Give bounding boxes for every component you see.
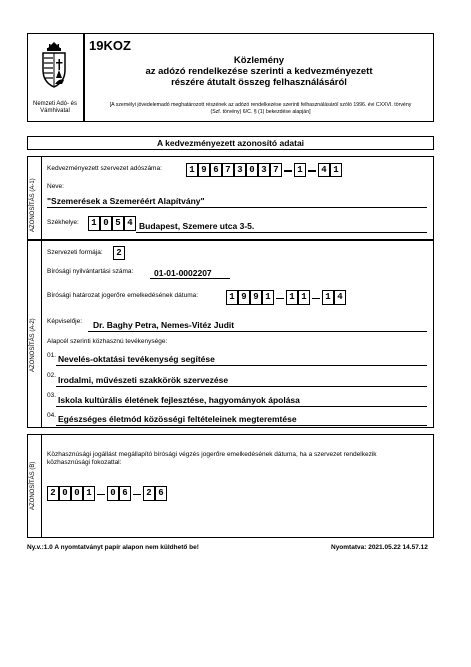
digit-cell: 1 <box>294 163 306 177</box>
address: Budapest, Szemere utca 3-5. <box>139 221 255 231</box>
address-line <box>136 232 427 233</box>
authority-name: Nemzeti Adó- és Vámhivatal <box>32 101 78 114</box>
digit-cell: 3 <box>258 163 270 177</box>
digit-separator <box>133 494 141 496</box>
form-type-label: Szervezeti formája: <box>47 249 103 256</box>
digit-separator <box>284 170 292 172</box>
digit-cell: 1 <box>298 290 310 305</box>
digit-cell: 0 <box>100 216 112 231</box>
digit-cell: 5 <box>112 216 124 231</box>
seat-label: Székhelye: <box>47 219 79 226</box>
digit-cell: 9 <box>250 290 262 305</box>
activity-4: Egészséges életmód közösségi feltételeinek megteremtése <box>58 414 297 424</box>
digit-cell: 1 <box>262 290 274 305</box>
registration-line <box>150 278 230 279</box>
digit-cell: 1 <box>322 290 334 305</box>
digit-separator <box>276 298 284 300</box>
activity-line-2 <box>56 386 427 387</box>
tax-number-label: Kedvezményezett szervezet adószáma: <box>47 165 162 172</box>
digit-cell: 4 <box>318 163 330 177</box>
page-title <box>84 55 434 88</box>
form-code: 19KOZ <box>89 38 131 53</box>
a1-side-label: AZONOSÍTÁS (A-1) <box>30 178 36 232</box>
representative: Dr. Baghy Petra, Nemes-Vitéz Judit <box>93 320 235 330</box>
b-side-label: AZONOSÍTÁS (B) <box>30 461 36 510</box>
court-date-label: Bírósági határozat jogerőre emelkedésének dátuma: <box>47 292 199 299</box>
digit-cell: 0 <box>59 486 71 501</box>
digit-cell: 0 <box>71 486 83 501</box>
b-side-divider <box>41 434 42 538</box>
digit-cell: 1 <box>286 290 298 305</box>
section-title: A kedvezményezett azonosító adatai <box>156 138 305 148</box>
activity-num-4: 04. <box>47 412 57 419</box>
activity-num-2: 02. <box>47 372 57 379</box>
activity-num-1: 01. <box>47 352 57 359</box>
digit-cell: 7 <box>222 163 234 177</box>
digit-cell: 2 <box>47 486 59 501</box>
digit-cell: 6 <box>119 486 131 501</box>
a2-side-label: AZONOSÍTÁS (A-2) <box>30 318 36 372</box>
org-name: "Szemerések a Szemeréért Alapítvány" <box>47 196 205 206</box>
activity-2: Irodalmi, művészeti szakkörök szervezése <box>58 375 229 385</box>
coat-of-arms-icon <box>38 40 70 90</box>
representative-label: Képviselője: <box>47 318 83 325</box>
footer-printed: Nyomtatva: 2021.05.22 14.57.12 <box>331 544 428 551</box>
digit-separator <box>312 298 320 300</box>
digit-cell: 2 <box>113 246 125 260</box>
representative-line <box>88 331 427 332</box>
digit-cell: 4 <box>334 290 346 305</box>
b-description: Közhasznúsági jogállást megállapító bírósági végzés jogerőre emelkedésének dátuma, ha a szervezet rendelkezik közhasznúsági fokozattal: <box>47 451 377 466</box>
digit-cell: 7 <box>270 163 282 177</box>
activity-3: Iskola kultúrális életének fejlesztése, hagyományok ápolása <box>58 395 300 405</box>
registration-label: Bírósági nyilvántartási száma: <box>47 268 134 275</box>
digit-cell: 0 <box>246 163 258 177</box>
title-line-3: részére átutalt összeg felhasználásáról <box>171 77 347 88</box>
digit-cell: 1 <box>88 216 100 231</box>
org-name-line <box>47 207 427 208</box>
activity-line-1 <box>56 365 427 366</box>
digit-cell: 1 <box>330 163 342 177</box>
digit-cell: 9 <box>198 163 210 177</box>
name-label: Neve: <box>47 183 64 190</box>
digit-cell: 3 <box>234 163 246 177</box>
activities-label: Alapcél szerinti közhasznú tevékenysége: <box>47 338 168 345</box>
title-line-2: az adózó rendelkezése szerinti a kedvezményezett <box>145 66 373 77</box>
digit-cell: 6 <box>155 486 167 501</box>
activity-line-3 <box>56 406 427 407</box>
a2-side-divider <box>41 240 42 428</box>
digit-cell: 1 <box>226 290 238 305</box>
digit-cell: 2 <box>143 486 155 501</box>
digit-cell: 6 <box>210 163 222 177</box>
a1-side-divider <box>41 156 42 240</box>
digit-cell: 0 <box>107 486 119 501</box>
digit-separator <box>308 170 316 172</box>
legal-note: [A személyi jövedelemadó meghatározott részének az adózó rendelkezése szerinti felhasználásáról szóló 1996. évi CXXVI. törvény (Szf. törvény) 6/C. § (1) bekezdése alapján] <box>109 102 412 115</box>
activity-1: Nevelés-oktatási tevékenység segítése <box>58 354 215 364</box>
footer-version: Ny.v.:1.0 A nyomtatványt papír alapon nem küldhető be! <box>27 544 199 551</box>
digit-separator <box>97 494 105 496</box>
digit-cell: 9 <box>238 290 250 305</box>
activity-num-3: 03. <box>47 392 57 399</box>
activity-line-4 <box>56 425 427 426</box>
digit-cell: 1 <box>186 163 198 177</box>
title-line-1: Közlemény <box>233 55 285 66</box>
registration-number: 01-01-0002207 <box>154 268 212 278</box>
digit-cell: 4 <box>124 216 136 231</box>
digit-cell: 1 <box>83 486 95 501</box>
